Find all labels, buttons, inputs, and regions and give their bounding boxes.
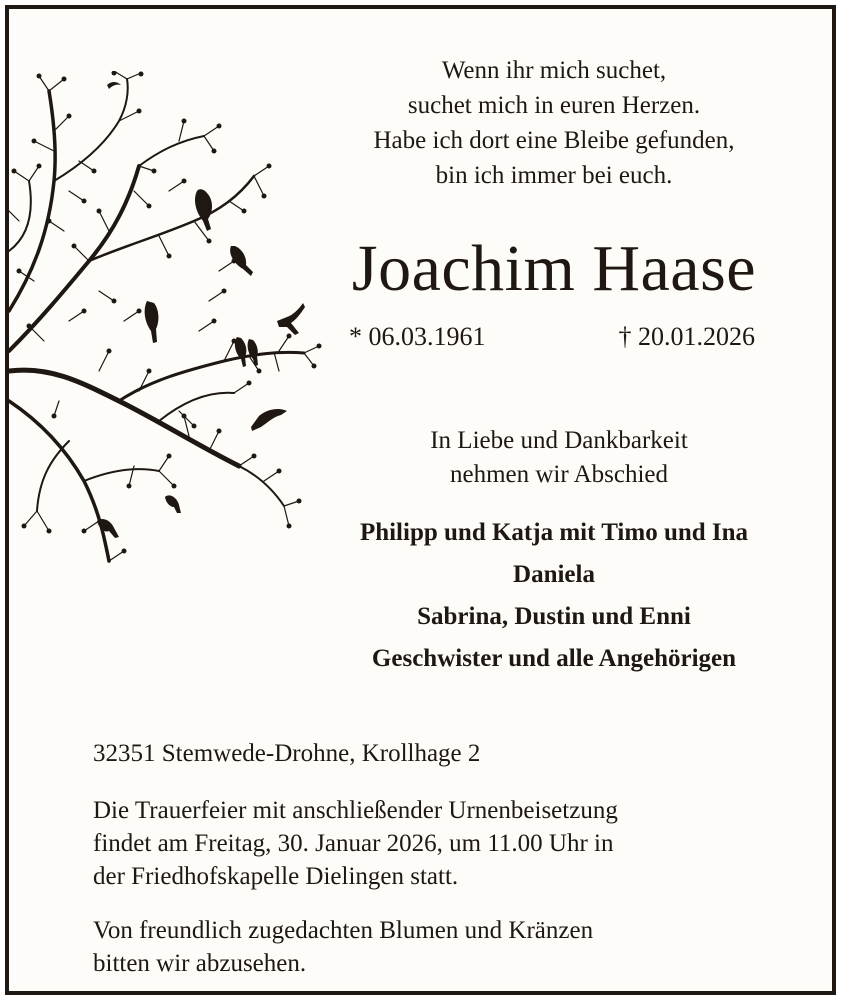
mourner-line: Sabrina, Dustin und Enni xyxy=(417,603,691,630)
mourner-line: Philipp und Katja mit Timo und Ina xyxy=(359,519,749,546)
poem-line: suchet mich in euren Herzen. xyxy=(407,92,701,119)
flowers-line: bitten wir abzusehen. xyxy=(93,950,307,977)
poem-line: bin ich immer bei euch. xyxy=(435,162,673,189)
farewell-text xyxy=(349,424,769,492)
ceremony-line: findet am Freitag, 30. Januar 2026, um 11.00 Uhr in xyxy=(93,830,614,857)
tree-with-birds-illustration xyxy=(9,71,329,571)
mourner-line: Daniela xyxy=(513,561,595,588)
death-date: † 20.01.2026 xyxy=(618,322,755,351)
flowers-request xyxy=(93,914,593,980)
obituary-notice xyxy=(5,5,836,995)
farewell-line: In Liebe und Dankbarkeit xyxy=(430,427,688,454)
poem-line: Wenn ihr mich suchet, xyxy=(441,57,667,84)
mourners-list xyxy=(299,512,809,680)
farewell-line: nehmen wir Abschied xyxy=(449,461,668,488)
mourner-line: Geschwister und alle Angehörigen xyxy=(371,645,737,672)
life-dates xyxy=(349,319,779,355)
ceremony-info xyxy=(93,794,618,893)
poem-line: Habe ich dort eine Bleibe gefunden, xyxy=(373,127,735,154)
deceased-name: Joachim Haase xyxy=(351,232,757,305)
ceremony-line: der Friedhofskapelle Dielingen statt. xyxy=(93,863,459,890)
flowers-line: Von freundlich zugedachten Blumen und Kränzen xyxy=(93,917,594,944)
family-address: 32351 Stemwede-Drohne, Krollhage 2 xyxy=(93,740,481,767)
birth-date: * 06.03.1961 xyxy=(349,322,486,351)
ceremony-line: Die Trauerfeier mit anschließender Urnenbeisetzung xyxy=(93,797,618,824)
memorial-poem xyxy=(314,53,794,193)
